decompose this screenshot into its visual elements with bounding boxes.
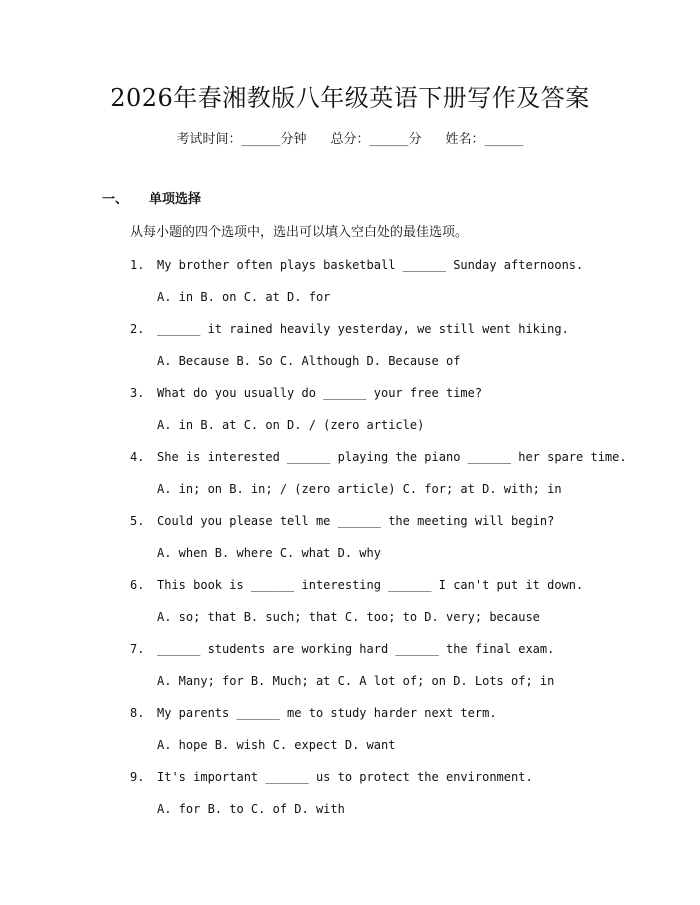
question-options: A. Many; for B. Much; at C. A lot of; on D. Lots of; in — [157, 674, 555, 688]
question-options: A. Because B. So C. Although D. Because of — [157, 354, 461, 368]
question-number: 9. — [130, 770, 145, 784]
section-heading — [102, 191, 201, 209]
section-instruction: 从每小题的四个选项中，选出可以填入空白处的最佳选项。 — [130, 225, 469, 240]
question-item — [0, 704, 700, 768]
question-item — [0, 768, 700, 832]
question-number: 5. — [130, 514, 145, 528]
question-options: A. in B. on C. at D. for — [157, 290, 331, 304]
question-number: 4. — [130, 450, 145, 464]
question-number: 2. — [130, 322, 145, 336]
question-item — [0, 256, 700, 320]
section-number: 一、 — [102, 192, 129, 207]
page-title: 2026年春湘教版八年级英语下册写作及答案 — [110, 84, 590, 112]
question-item — [0, 576, 700, 640]
question-stem: She is interested ______ playing the piano ______ her spare time. — [157, 450, 627, 464]
question-item — [0, 512, 700, 576]
question-item — [0, 384, 700, 448]
question-number: 8. — [130, 706, 145, 720]
question-list — [0, 256, 700, 832]
question-options: A. hope B. wish C. expect D. want — [157, 738, 396, 752]
question-stem: My brother often plays basketball ______ Sunday afternoons. — [157, 258, 584, 272]
question-item — [0, 320, 700, 384]
question-stem: ______ students are working hard ______ the final exam. — [157, 642, 555, 656]
question-number: 7. — [130, 642, 145, 656]
question-stem: It's important ______ us to protect the environment. — [157, 770, 533, 784]
exam-time-field: 考试时间：______分钟 — [176, 132, 307, 147]
question-stem: What do you usually do ______ your free time? — [157, 386, 483, 400]
question-item — [0, 448, 700, 512]
question-stem: This book is ______ interesting ______ I can't put it down. — [157, 578, 584, 592]
exam-meta — [0, 131, 700, 149]
total-score-field: 总分：______分 — [330, 132, 422, 147]
question-options: A. so; that B. such; that C. too; to D. very; because — [157, 610, 540, 624]
question-item — [0, 640, 700, 704]
question-number: 1. — [130, 258, 145, 272]
question-number: 6. — [130, 578, 145, 592]
question-stem: My parents ______ me to study harder next term. — [157, 706, 497, 720]
question-number: 3. — [130, 386, 145, 400]
question-stem: ______ it rained heavily yesterday, we still went hiking. — [157, 322, 569, 336]
section-title: 单项选择 — [149, 192, 202, 207]
question-options: A. when B. where C. what D. why — [157, 546, 381, 560]
student-name-field: 姓名：______ — [445, 132, 524, 147]
question-stem: Could you please tell me ______ the meeting will begin? — [157, 514, 555, 528]
question-options: A. for B. to C. of D. with — [157, 802, 345, 816]
question-options: A. in B. at C. on D. / (zero article) — [157, 418, 425, 432]
question-options: A. in; on B. in; / (zero article) C. for; at D. with; in — [157, 482, 562, 496]
